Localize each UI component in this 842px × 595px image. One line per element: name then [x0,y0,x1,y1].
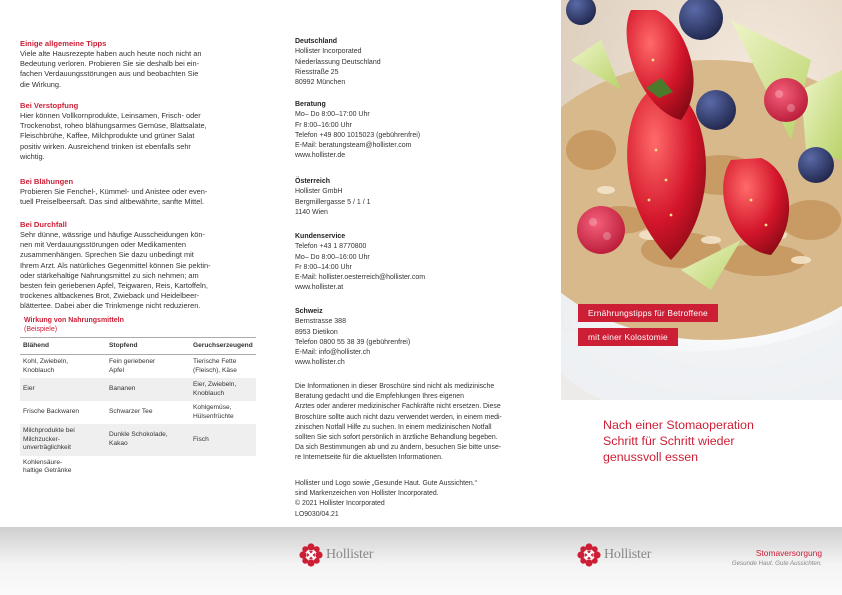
table-subtitle: (Beispiele) [24,326,58,333]
address-line: Telefon +43 1 8770800 [295,243,367,251]
text-line: besten fein geriebenen Apfel, Teigwaren, Reis, Kartoffeln, [20,281,208,291]
address-line: Hollister Incorporated [295,48,362,56]
cell-text: Kakao [109,439,128,447]
address-line: Fr 8:00–14:00 Uhr [295,263,352,271]
text-line: Ihrem Arzt. Als natürliches Gegenmittel können Sie pektin- [20,260,211,270]
cell-text: Dunkle Schokolade, [109,431,168,439]
logo-wordmark: Hollister [604,547,652,562]
section-heading-diarrhea: Bei Durchfall [20,220,67,229]
hollister-logo-icon [577,543,601,567]
cell-text: Apfel [109,366,125,374]
hollister-logo [577,543,651,567]
cell-text: Fisch [193,435,209,443]
text-line: Bedeutung verloren. Probieren Sie sie deshalb bei ein- [20,59,200,69]
address-line: Telefon 0800 55 38 39 (gebührenfrei) [295,338,411,346]
table-cell [20,424,106,456]
address-title: Deutschland [295,38,338,45]
text-line: tuell Preiselbeersaft. Das sind altbewährte, sanfte Mittel. [20,197,205,207]
website-link[interactable]: www.hollister.ch [295,359,345,367]
address-germany [295,37,545,88]
cell-text: Schwarzer Tee [109,408,153,416]
table-cell [106,401,190,424]
table-row [20,424,256,456]
cell-text: Tierische Fette [193,358,237,365]
column-header: Geruchserzeugend [190,338,256,355]
email-link[interactable]: E-Mail: beratungsteam@hollister.com [295,142,412,150]
text-line: fachen Verdauungsstörungen aus und beobachten Sie [20,69,199,79]
panel-middle [281,0,561,595]
cell-text: Hülsenfrüchte [193,412,234,420]
disclaimer-line: sollten Sie sich sofort persönlich in ärztliche Behandlung begeben. [295,434,498,442]
text-line: Fleischbrühe, Kaffee, Milchprodukte und grüner Salat [20,131,195,141]
address-line: Bernstrasse 388 [295,318,346,326]
cell-text: Knoblauch [193,389,225,397]
text-line: nen mit Verdauungsstörungen oder Medikamenten [20,240,186,250]
text-line: blättertee. Dabei aber die Trinkmenge nicht reduzieren. [20,301,201,311]
text-line: Sehr dünne, wässrige und häufige Ausscheidungen kön- [20,230,205,239]
column-header: Blähend [20,338,106,355]
cell-text: Frische Backwaren [23,408,80,416]
text-line: zusammenhängen. Sprechen Sie dazu unbedingt mit [20,250,194,260]
headline-line: genussvoll essen [603,449,699,464]
address-line: Bergmillergasse 5 / 1 / 1 [295,198,371,206]
title-banner-line-1: Ernährungstipps für Betroffene [578,304,718,322]
cell-text: Milchprodukte bei [23,427,75,434]
table-row [20,401,256,424]
cell-text: Kohl, Zwiebeln, [23,358,69,365]
address-title: Schweiz [295,308,323,315]
legal-line: sind Markenzeichen von Hollister Incorporated. [295,490,439,498]
disclaimer-line: Da sich Bestimmungen ab und zu ändern, besuchen Sie bitte unse- [295,444,502,452]
table-row [20,355,256,379]
address-title: Kundenservice [295,233,346,240]
text-line: wichtig. [20,151,45,161]
table-cell [20,355,106,379]
address-line: Fr 8:00–16:00 Uhr [295,121,352,129]
hollister-logo [299,543,373,567]
headline [603,418,833,465]
address-line: Riesstraße 25 [295,68,339,76]
table-row [20,456,256,479]
cell-text: Kohlensäure- [23,458,63,466]
food-effects-table-block [20,316,256,479]
text-line: die Wirkung. [20,79,62,89]
cell-text: unverträglichkeit [23,444,72,451]
cell-text: Eier [23,385,35,393]
footer-bar-left [0,527,281,595]
brand-name: Stomaversorgung [755,548,822,558]
cell-text: haltige Getränke [23,467,72,474]
table-cell [190,378,256,401]
legal-line: © 2021 Hollister Incorporated [295,500,385,508]
text-line: Trockenobst, roheo blähungsarmes Gemüse, Blattsalate, [20,121,207,131]
section-body-bloating [20,187,272,207]
text-line: trockenes altbackenes Brot, Zwieback und Heidelbeer- [20,291,200,301]
address-line: 1140 Wien [295,208,328,216]
table-body [20,355,256,479]
address-line: 80992 München [295,79,346,87]
cell-text: (Fleisch), Käse [193,366,237,374]
cell-text: Milchzucker- [23,435,61,443]
address-title: Österreich [295,178,331,185]
table-cell [20,456,106,479]
table-cell [190,456,256,479]
address-line: 8953 Dietikon [295,328,338,336]
address-line: Niederlassung Deutschland [295,58,381,66]
headline-line: Schritt für Schritt wieder [603,433,735,448]
section-heading-constipation: Bei Verstopfung [20,101,79,110]
title-banner-line-2: mit einer Kolostomie [578,328,678,346]
section-body-tips [20,49,272,90]
legal-line: LO9030/04.21 [295,510,339,518]
table-cell [190,424,256,456]
table-cell [20,378,106,401]
disclaimer-line: Arztes oder anderer medizinischer Fachkräfte nicht ersetzen. Diese [295,403,501,411]
disclaimer [295,382,545,464]
brand-tagline: Gesunde Haut. Gute Aussichten. [731,560,822,567]
website-link[interactable]: www.hollister.at [295,284,344,292]
disclaimer-line: Beratung gedacht und die Empfehlungen Ihres eigenen [295,393,464,401]
email-link[interactable]: E-Mail: info@hollister.ch [295,349,371,357]
table-row [20,378,256,401]
hollister-logo-icon [299,543,323,567]
address-line: Mo– Do 8:00–17:00 Uhr [295,111,370,119]
panel-right [561,0,842,595]
table-header-row [20,338,256,355]
food-effects-table [20,337,256,479]
table-cell [106,424,190,456]
disclaimer-line: Broschüre sollte auch nicht dazu verwendet werden, in einem medi- [295,413,502,421]
cell-text: Kohlgemüse, [193,404,232,411]
text-line: Probieren Sie Fenchel-, Kümmel- und Anistee oder even- [20,187,208,196]
disclaimer-line: Die Informationen in dieser Broschüre sind nicht als medizinische [295,383,495,390]
address-consulting [295,100,545,162]
address-customer-service [295,232,545,294]
cell-text: Knoblauch [23,366,55,374]
text-line: positiv wirken. Ausreichend trinken ist ebenfalls sehr [20,141,191,151]
address-austria [295,177,545,218]
address-title: Beratung [295,101,326,108]
table-cell [190,401,256,424]
cell-text: Bananen [109,385,136,393]
table-cell [106,378,190,401]
address-line: Hollister GmbH [295,188,343,196]
cell-text: Fein geriebener [109,358,156,365]
section-heading-tips: Einige allgemeine Tipps [20,39,107,48]
section-heading-bloating: Bei Blähungen [20,177,74,186]
headline-line: Nach einer Stomaoperation [603,418,754,432]
text-line: Viele alte Hausrezepte haben auch heute noch nicht an [20,49,202,58]
address-switzerland [295,307,545,369]
text-line: oder stärkehaltige Nahrungsmittel zu sich nehmen; am [20,270,199,280]
panel-left [0,0,281,595]
disclaimer-line: zinischen Notfall Hilfe zu suchen. In einem medizinischen Notfall [295,423,492,431]
section-body-constipation [20,111,272,162]
text-line: Hier können Vollkornprodukte, Leinsamen, Frisch- oder [20,111,201,120]
table-title: Wirkung von Nahrungsmitteln [24,317,124,324]
website-link[interactable]: www.hollister.de [295,152,346,160]
logo-wordmark: Hollister [326,547,374,562]
email-link[interactable]: E-Mail: hollister.oesterreich@hollister.com [295,274,426,282]
legal-line: Hollister und Logo sowie „Gesunde Haut. Gute Aussichten.“ [295,480,477,487]
column-header: Stopfend [106,338,190,355]
legal-notice [295,479,545,520]
table-cell [190,355,256,379]
table-cell [106,355,190,379]
cell-text: Eier, Zwiebeln, [193,381,237,388]
address-line: Telefon +49 800 1015023 (gebührenfrei) [295,131,421,139]
section-body-diarrhea [20,230,272,314]
disclaimer-line: re Internetseite für die aktuellsten Informationen. [295,454,443,462]
table-cell [106,456,190,479]
address-line: Mo– Do 8:00–16:00 Uhr [295,253,370,261]
table-cell [20,401,106,424]
